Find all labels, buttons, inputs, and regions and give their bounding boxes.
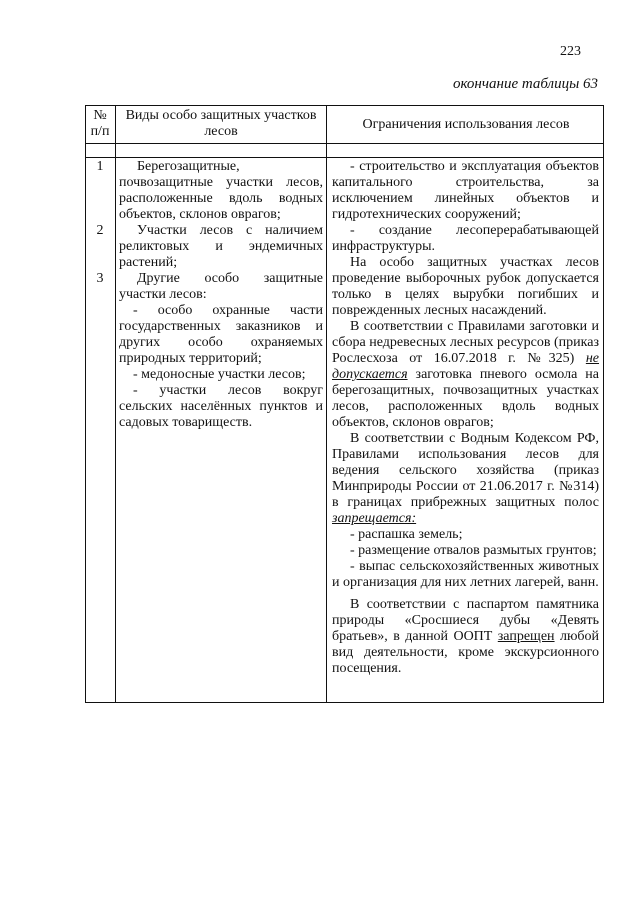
header-types: Виды особо защитных участков лесов bbox=[125, 108, 317, 139]
restriction-emphasis: не допускается bbox=[332, 351, 600, 382]
restriction-item: - строительство и эксплуатация объектов капитального строительства, за исключением линейных объектов и гидротехнических сооружений; bbox=[332, 159, 599, 222]
restriction-emphasis: запрещается: bbox=[332, 511, 417, 526]
header-restrictions: Ограничения использования лесов bbox=[362, 117, 570, 132]
table-border-left bbox=[85, 105, 86, 703]
restriction-item: - создание лесоперерабатывающей инфраструктуры. bbox=[332, 223, 599, 254]
restriction-item bbox=[332, 597, 599, 677]
row-number: 2 bbox=[96, 223, 104, 238]
type-subitem: - медоносные участки лесов; bbox=[133, 367, 306, 382]
restriction-item: На особо защитных участках лесов проведение выборочных рубок допускается только в целях вырубки погибших и поврежденных лесных насаждений. bbox=[332, 255, 599, 318]
restriction-subitem: - выпас сельскохозяйственных животных и организация для них летних лагерей, ванн. bbox=[332, 559, 599, 590]
restriction-item bbox=[332, 319, 599, 431]
type-subitem: - участки лесов вокруг сельских населённых пунктов и садовых товариществ. bbox=[119, 383, 323, 430]
page-number: 223 bbox=[560, 44, 581, 59]
column-divider-2 bbox=[326, 105, 327, 703]
restriction-text: В соответствии с Водным Кодексом РФ, Правилами использования лесов для ведения сельского хозяйства (приказ Минприроды России от 21.06.2017 г. №314) в границах прибрежных защитных полос bbox=[332, 431, 599, 510]
spacer-divider bbox=[85, 157, 603, 158]
restriction-item bbox=[332, 431, 599, 527]
type-item: Другие особо защитные участки лесов: bbox=[119, 271, 323, 302]
header-divider bbox=[85, 143, 603, 144]
restriction-subitem: - распашка земель; bbox=[350, 527, 463, 542]
row-number: 3 bbox=[96, 271, 104, 286]
table-border-top bbox=[85, 105, 603, 106]
restriction-text: заготовка пневого осмола на берегозащитных, почвозащитных участках лесов, расположенных вдоль водных объектов, склонов оврагов; bbox=[332, 367, 599, 430]
restriction-emphasis: запрещен bbox=[497, 629, 555, 644]
row-number: 1 bbox=[96, 159, 104, 174]
restriction-text: В соответствии с паспартом памятника природы «Сросшиеся дубы «Девять братьев», в данной ООПТ bbox=[332, 597, 599, 644]
restriction-text: любой вид деятельности, кроме экскурсионного посещения. bbox=[332, 629, 600, 676]
restrictions-column bbox=[332, 159, 599, 677]
table-border-bottom bbox=[85, 702, 603, 703]
type-item: Участки лесов с наличием реликтовых и эндемичных растений; bbox=[119, 223, 323, 270]
types-column bbox=[119, 159, 323, 431]
column-divider-1 bbox=[115, 105, 116, 703]
type-subitem: - особо охранные части государственных заказников и других особо охраняемых природных территорий; bbox=[119, 303, 323, 366]
type-item: Берегозащитные, почвозащитные участки лесов, расположенные вдоль водных объектов, склонов оврагов; bbox=[119, 159, 323, 222]
header-number: № п/п bbox=[90, 108, 110, 139]
table-border-right bbox=[603, 105, 604, 703]
table-caption: окончание таблицы 63 bbox=[452, 76, 598, 92]
restriction-text: В соответствии с Правилами заготовки и сбора недревесных лесных ресурсов (приказ Рослесхоза от 16.07.2018 г. №325) bbox=[332, 319, 599, 366]
restriction-subitem: - размещение отвалов размытых грунтов; bbox=[350, 543, 597, 558]
restrictions-table bbox=[85, 105, 605, 705]
